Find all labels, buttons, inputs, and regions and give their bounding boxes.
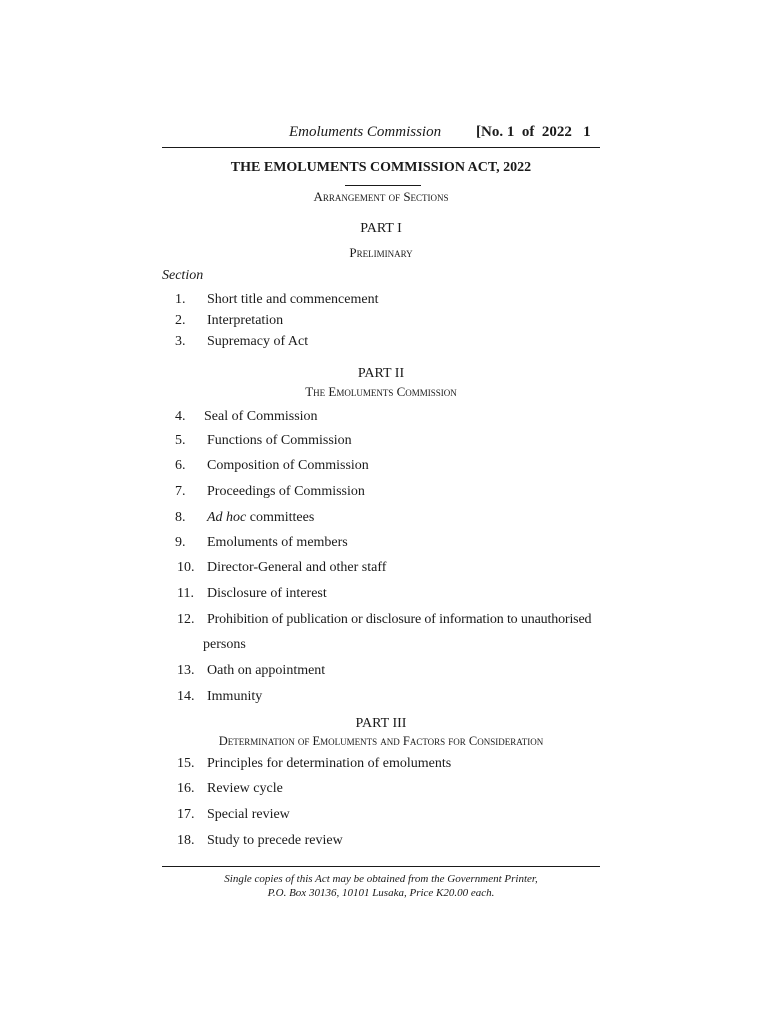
- section-number: 5.: [175, 433, 186, 448]
- section-number: 14.: [177, 689, 195, 704]
- section-title-continuation: persons: [203, 637, 246, 652]
- list-item: [162, 292, 600, 312]
- section-title: Emoluments of members: [207, 535, 348, 550]
- footer-rule: [162, 866, 600, 867]
- section-title: Disclosure of interest: [207, 586, 327, 601]
- section-title: Study to precede review: [207, 833, 343, 848]
- running-head-number: [No. 1 of 2022 1: [476, 124, 591, 140]
- act-title: THE EMOLUMENTS COMMISSION ACT, 2022: [230, 160, 532, 175]
- list-item: [162, 689, 600, 709]
- part-2-label: PART II: [357, 366, 405, 381]
- list-item: [162, 663, 600, 683]
- running-head-title: Emoluments Commission: [289, 124, 442, 140]
- section-number: 6.: [175, 458, 186, 473]
- list-item: [162, 409, 600, 429]
- section-title: Seal of Commission: [204, 409, 318, 424]
- arrangement-heading: Arrangement of Sections: [313, 189, 449, 204]
- list-item: [162, 833, 600, 853]
- list-item: [162, 313, 600, 333]
- section-title: Review cycle: [207, 781, 283, 796]
- section-number: 2.: [175, 313, 186, 328]
- section-number: 15.: [177, 756, 195, 771]
- section-title: [207, 510, 314, 526]
- section-number: 12.: [177, 612, 195, 627]
- part-2-heading: The Emoluments Commission: [305, 384, 457, 399]
- section-number: 7.: [175, 484, 186, 499]
- footer-note: [162, 872, 600, 900]
- document-page: [162, 0, 600, 1024]
- section-number: 13.: [177, 663, 195, 678]
- list-item: [162, 756, 600, 776]
- section-title-italic: Ad hoc: [207, 510, 247, 525]
- section-title: Functions of Commission: [207, 433, 352, 448]
- section-title: Interpretation: [207, 313, 284, 328]
- section-title: Proceedings of Commission: [207, 484, 365, 499]
- header-rule: [162, 147, 600, 148]
- title-underline: [345, 185, 421, 186]
- part-1-label: PART I: [360, 221, 402, 236]
- running-head: [162, 124, 600, 144]
- section-title: Special review: [207, 807, 290, 822]
- section-title: Short title and commencement: [207, 292, 379, 307]
- section-title: Composition of Commission: [207, 458, 369, 473]
- footer-line-2: P.O. Box 30136, 10101 Lusaka, Price K20.00 each.: [267, 887, 495, 899]
- section-number: 18.: [177, 833, 195, 848]
- list-item: [162, 560, 600, 580]
- section-number: 10.: [177, 560, 195, 575]
- section-title: Prohibition of publication or disclosure of information to unauthorised: [207, 612, 592, 627]
- footer-line-1: Single copies of this Act may be obtained from the Government Printer,: [224, 873, 538, 885]
- list-item: [162, 510, 600, 530]
- section-number: 1.: [175, 292, 186, 307]
- list-item: [162, 781, 600, 801]
- part-3-heading: Determination of Emoluments and Factors for Consideration: [218, 734, 544, 748]
- list-item: [162, 535, 600, 555]
- part-3-label: PART III: [355, 716, 407, 731]
- list-item: [162, 433, 600, 453]
- section-number: 8.: [175, 510, 186, 525]
- section-number: 9.: [175, 535, 186, 550]
- list-item: [162, 612, 600, 657]
- section-number: 3.: [175, 334, 186, 349]
- list-item: [162, 586, 600, 606]
- section-number: 11.: [177, 586, 194, 601]
- list-item: [162, 484, 600, 504]
- part-1-heading: Preliminary: [349, 245, 413, 260]
- list-item: [162, 807, 600, 827]
- section-title: Supremacy of Act: [207, 334, 309, 349]
- list-item: [162, 458, 600, 478]
- section-number: 17.: [177, 807, 195, 822]
- section-column-label: Section: [162, 268, 204, 283]
- section-number: 16.: [177, 781, 195, 796]
- section-title: Immunity: [207, 689, 263, 704]
- section-title: Oath on appointment: [207, 663, 326, 678]
- section-title-rest: committees: [246, 510, 315, 525]
- section-title: Director-General and other staff: [207, 560, 387, 575]
- list-item: [162, 334, 600, 354]
- section-number: 4.: [175, 409, 186, 424]
- section-title: Principles for determination of emoluments: [207, 756, 452, 771]
